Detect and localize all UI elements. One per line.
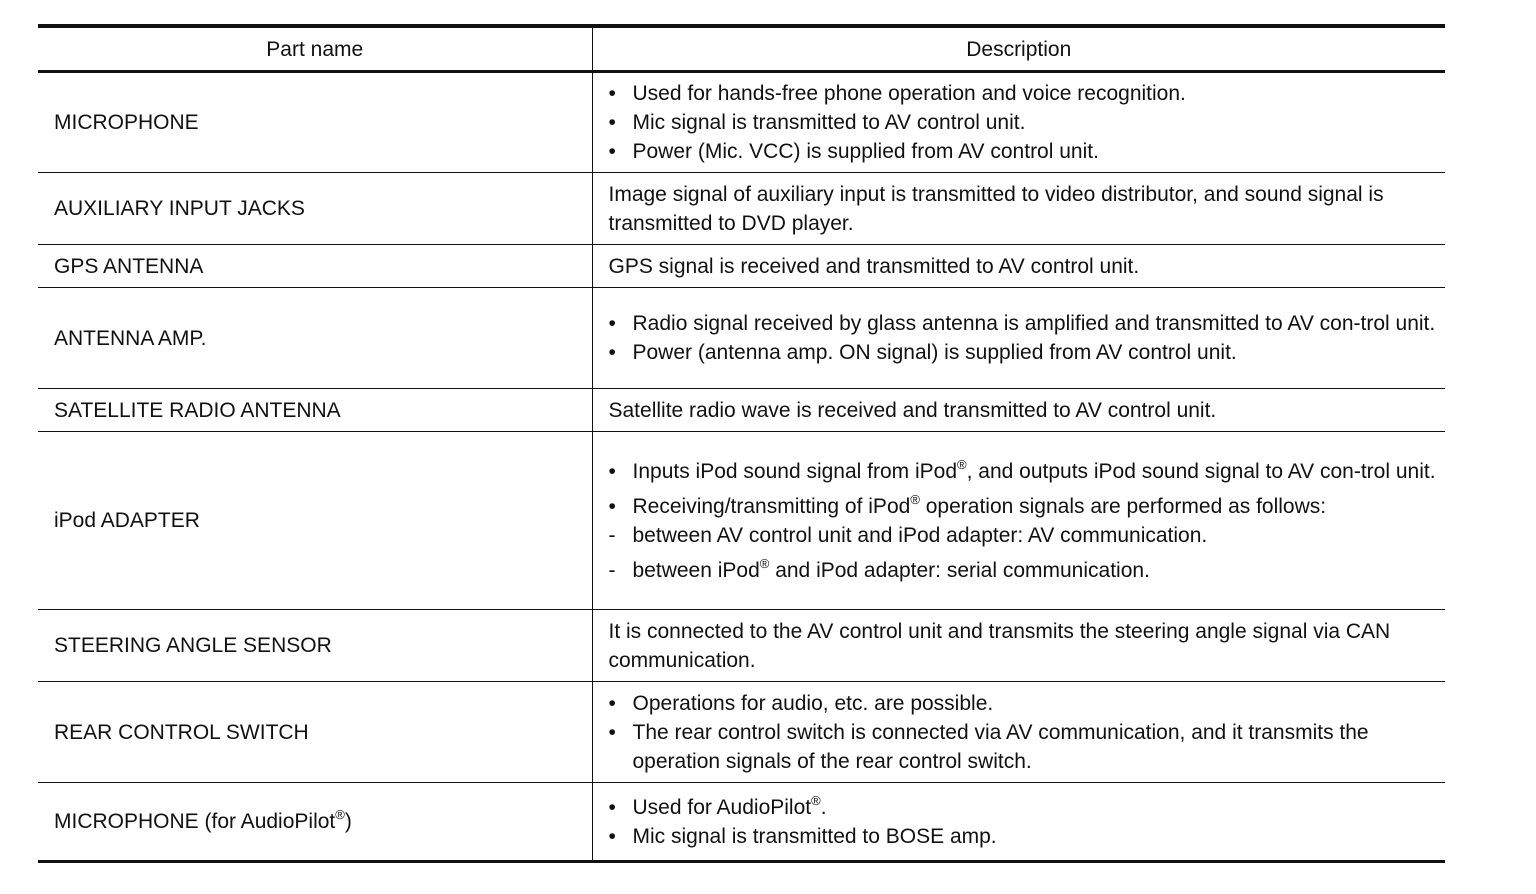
description-cell — [592, 783, 1445, 862]
table-row — [38, 72, 1445, 173]
part-name-cell — [38, 783, 592, 862]
list-item-text: Operations for audio, etc. are possible. — [632, 691, 994, 715]
registered-mark: ® — [910, 491, 920, 507]
description-cell: Image signal of auxiliary input is transmitted to video distributor, and sound signal is transmitted to DVD player. — [592, 173, 1445, 245]
table-row — [38, 288, 1445, 389]
bullet-mark: • — [608, 111, 616, 134]
part-name-cell: iPod ADAPTER — [38, 432, 592, 610]
table-row — [38, 173, 1445, 245]
part-name-cell: SATELLITE RADIO ANTENNA — [38, 389, 592, 432]
list-item-text: Receiving/transmitting of iPod — [632, 494, 911, 518]
list-item-text: , and outputs iPod sound signal to AV con-trol unit. — [966, 459, 1436, 483]
list-item-text: Mic signal is transmitted to BOSE amp. — [632, 824, 997, 848]
list-item — [609, 718, 1446, 776]
registered-mark: ® — [335, 807, 345, 822]
description-list — [609, 309, 1446, 367]
list-item — [609, 309, 1446, 338]
table-row — [38, 432, 1445, 610]
part-name-header: Part name — [38, 26, 592, 72]
description-list — [609, 793, 1446, 851]
registered-mark: ® — [811, 792, 821, 808]
list-item-text: Power (Mic. VCC) is supplied from AV control unit. — [632, 140, 1099, 163]
list-item-text: Mic signal is transmitted to AV control unit. — [632, 111, 1026, 134]
list-item — [609, 79, 1446, 108]
part-name-cell: AUXILIARY INPUT JACKS — [38, 173, 592, 245]
list-item — [609, 556, 1446, 585]
list-item — [609, 822, 1446, 851]
part-name-cell: STEERING ANGLE SENSOR — [38, 610, 592, 682]
list-item-text: Used for hands-free phone operation and voice recognition. — [632, 82, 1186, 105]
list-item — [609, 689, 1446, 718]
list-item — [609, 338, 1446, 367]
list-item-text: and iPod adapter: serial communication. — [769, 558, 1150, 582]
list-item — [609, 108, 1446, 137]
list-item — [609, 521, 1446, 550]
list-item — [609, 793, 1446, 822]
bullet-mark: • — [608, 82, 616, 105]
registered-mark: ® — [957, 456, 967, 472]
bullet-mark: • — [608, 795, 616, 819]
part-name-text: MICROPHONE (for AudioPilot — [54, 810, 336, 833]
part-name-text: ) — [344, 810, 352, 833]
dash-mark: - — [608, 558, 616, 582]
bullet-mark: • — [608, 140, 616, 163]
dash-mark: - — [608, 523, 616, 547]
list-item-text: The rear control switch is connected via AV communication, and it transmits the operation signals of the rear control switch. — [632, 720, 1369, 773]
description-cell — [592, 682, 1445, 783]
table-row — [38, 610, 1445, 682]
part-name-cell: REAR CONTROL SWITCH — [38, 682, 592, 783]
bullet-mark: • — [608, 459, 616, 483]
parts-description-table — [38, 24, 1445, 863]
bullet-mark: • — [608, 720, 616, 744]
table-header-row — [38, 26, 1445, 72]
bullet-mark: • — [608, 494, 616, 518]
list-item-text: . — [820, 795, 827, 819]
list-item — [609, 457, 1446, 486]
description-list — [609, 457, 1446, 585]
description-header: Description — [592, 26, 1445, 72]
description-cell: Satellite radio wave is received and transmitted to AV control unit. — [592, 389, 1445, 432]
bullet-mark: • — [608, 691, 616, 715]
table-row — [38, 783, 1445, 862]
description-cell: It is connected to the AV control unit and transmits the steering angle signal via CAN communication. — [592, 610, 1445, 682]
list-item-text: Power (antenna amp. ON signal) is supplied from AV control unit. — [632, 341, 1237, 364]
table-row — [38, 389, 1445, 432]
description-cell: GPS signal is received and transmitted to AV control unit. — [592, 245, 1445, 288]
description-list — [609, 689, 1446, 776]
part-name-cell: ANTENNA AMP. — [38, 288, 592, 389]
list-item-text: Radio signal received by glass antenna is amplified and transmitted to AV con-trol unit. — [632, 312, 1436, 335]
table-row — [38, 682, 1445, 783]
registered-mark: ® — [759, 555, 770, 571]
description-cell — [592, 72, 1445, 173]
list-item-text: between iPod — [632, 558, 760, 582]
list-item-text: Used for AudioPilot — [632, 795, 812, 819]
table-row — [38, 245, 1445, 288]
bullet-mark: • — [608, 312, 616, 335]
description-list — [609, 79, 1446, 166]
list-item-text: between AV control unit and iPod adapter: AV communication. — [632, 523, 1208, 547]
bullet-mark: • — [608, 824, 616, 848]
list-item-text: operation signals are performed as follows: — [919, 494, 1327, 518]
part-name-cell: MICROPHONE — [38, 72, 592, 173]
list-item — [609, 137, 1446, 166]
description-cell — [592, 288, 1445, 389]
part-name-cell: GPS ANTENNA — [38, 245, 592, 288]
list-item — [609, 492, 1446, 521]
bullet-mark: • — [608, 341, 616, 364]
description-cell — [592, 432, 1445, 610]
list-item-text: Inputs iPod sound signal from iPod — [632, 459, 958, 483]
